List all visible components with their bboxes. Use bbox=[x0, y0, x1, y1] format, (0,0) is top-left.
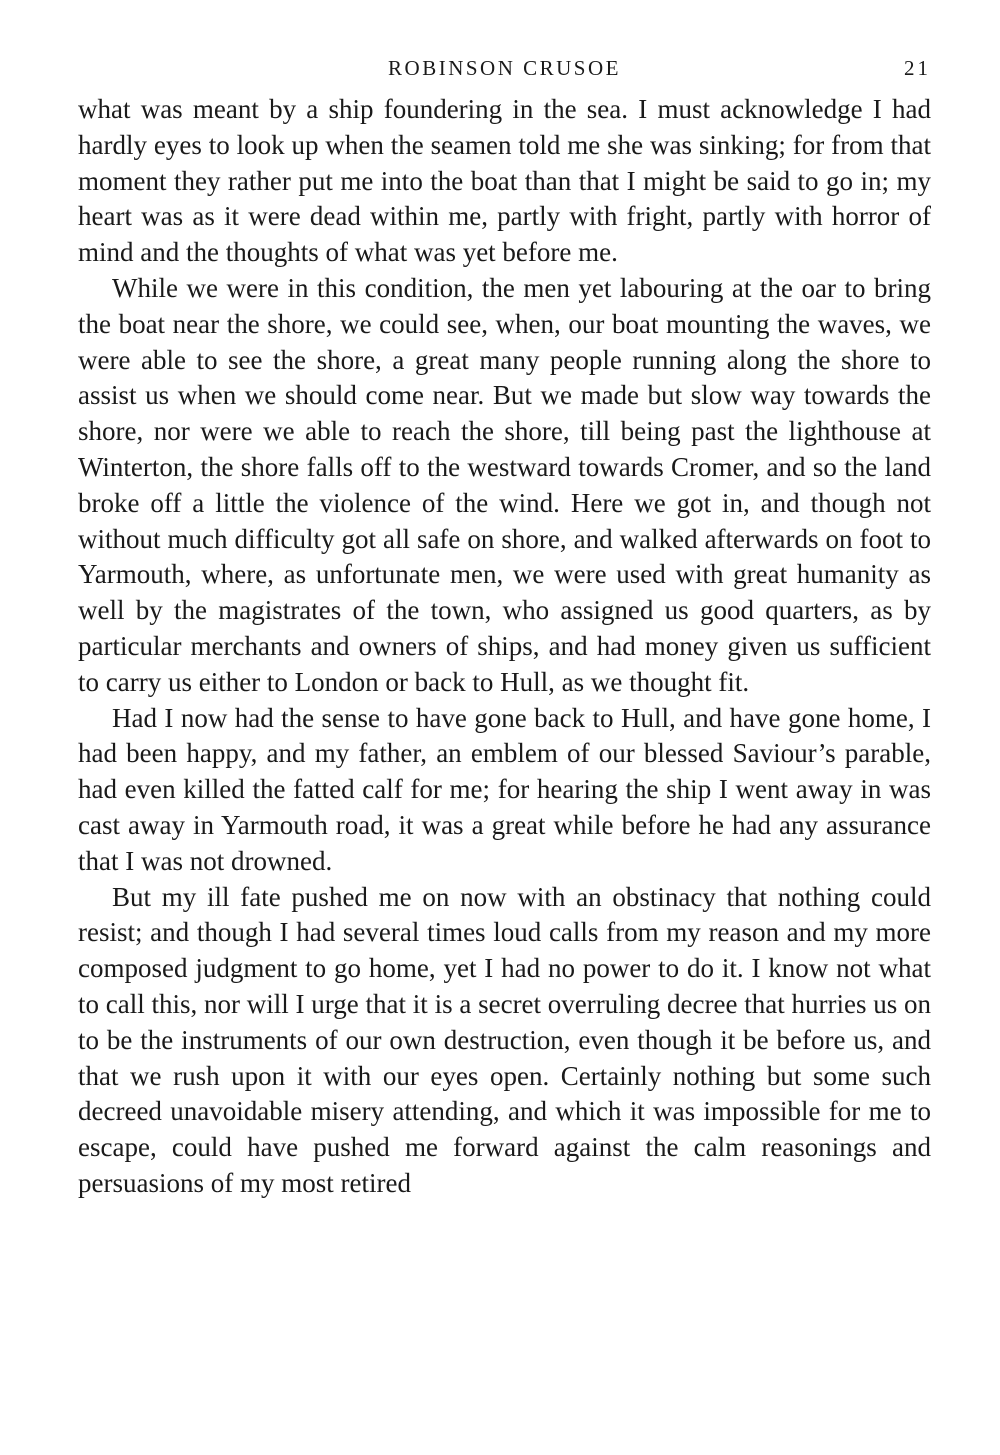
paragraph-landing: While we were in this condition, the men yet labouring at the oar to bring the boat near the shore, we could see, when, our boat mounting the waves, we were able to see the shore, a great many people running along the shore to assist us when we should come near. But we made but slow way towards the shore, nor were we able to reach the shore, till being past the lighthouse at Winterton, the shore falls off to the westward towards Cromer, and so the land broke off a little the violence of the wind. Here we got in, and though not without much difficulty got all safe on shore, and walked afterwards on foot to Yarmouth, where, as unfortunate men, we were used with great humanity as well by the magistrates of the town, who assigned us good quarters, as by particular merchants and owners of ships, and had money given us sufficient to carry us either to London or back to Hull, as we thought fit. bbox=[78, 272, 931, 697]
running-head bbox=[78, 52, 931, 86]
body-text bbox=[78, 92, 931, 1202]
paragraph-return-home: Had I now had the sense to have gone back to Hull, and have gone home, I had been happy, and my father, an emblem of our blessed Saviour’s parable, had even killed the fatted calf for me; for hearing the ship I went away in was cast away in Yarmouth road, it was a great while before he had any assurance that I was not drowned. bbox=[78, 702, 931, 876]
paragraph-ill-fate: But my ill fate pushed me on now with an obstinacy that nothing could resist; and though I had several times loud calls from my reason and my more composed judgment to go home, yet I had no power to do it. I know not what to call this, nor will I urge that it is a secret overruling decree that hurries us on to be the instruments of our own destruction, even though it be before us, and that we rush upon it with our eyes open. Certainly nothing but some such decreed unavoidable misery attending, and which it was impossible for me to escape, could have pushed me forward against the calm reasonings and persuasions of my most retired bbox=[78, 881, 931, 1198]
page-number: 21 bbox=[904, 56, 931, 80]
paragraph-continuation: what was meant by a ship foundering in the sea. I must acknowledge I had hardly eyes to look up when the seamen told me she was sinking; for from that moment they rather put me into the boat than that I might be said to go in; my heart was as it were dead within me, partly with fright, partly with horror of mind and the thoughts of what was yet before me. bbox=[78, 94, 931, 268]
book-page bbox=[78, 52, 931, 1202]
running-title: ROBINSON CRUSOE bbox=[388, 56, 621, 80]
